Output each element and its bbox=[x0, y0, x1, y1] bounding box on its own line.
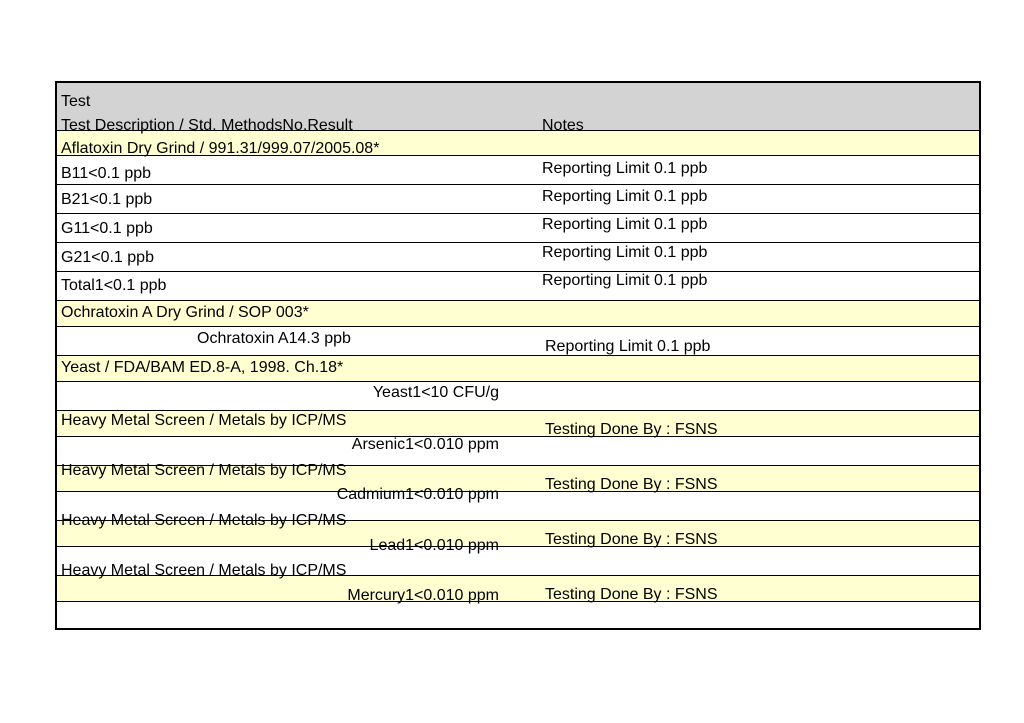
section-title-metals: Heavy Metal Screen / Metals by ICP/MS bbox=[61, 412, 347, 429]
result-label-b2: B21<0.1 ppb bbox=[61, 191, 153, 208]
table-row bbox=[57, 214, 979, 243]
result-label-mercury: Mercury1<0.010 ppm bbox=[347, 587, 499, 604]
result-label-arsenic: Arsenic1<0.010 ppm bbox=[351, 436, 499, 453]
results-table bbox=[55, 81, 981, 630]
result-note-g2: Reporting Limit 0.1 ppb bbox=[542, 244, 708, 261]
table-row bbox=[57, 327, 979, 356]
header-notes-label: Notes bbox=[542, 117, 584, 134]
result-label-g2: G21<0.1 ppb bbox=[61, 249, 154, 266]
section-title-metals: Heavy Metal Screen / Metals by ICP/MS bbox=[61, 562, 347, 579]
section-title-metals: Heavy Metal Screen / Metals by ICP/MS bbox=[61, 512, 347, 529]
header-columns-label: Test Description / Std. MethodsNo.Result bbox=[61, 117, 353, 134]
result-note-lead: Testing Done By : FSNS bbox=[545, 531, 718, 548]
result-label-ochratoxin: Ochratoxin A14.3 ppb bbox=[197, 330, 351, 347]
section-title-metals: Heavy Metal Screen / Metals by ICP/MS bbox=[61, 462, 347, 479]
result-note-g1: Reporting Limit 0.1 ppb bbox=[542, 216, 708, 233]
table-row bbox=[57, 156, 979, 185]
result-label-total: Total1<0.1 ppb bbox=[61, 277, 167, 294]
result-label-lead: Lead1<0.010 ppm bbox=[369, 537, 499, 554]
table-row bbox=[57, 243, 979, 272]
result-label-yeast: Yeast1<10 CFU/g bbox=[372, 384, 499, 401]
result-label-cadmium: Cadmium1<0.010 ppm bbox=[336, 486, 499, 503]
section-title-ochratoxin: Ochratoxin A Dry Grind / SOP 003* bbox=[61, 304, 309, 321]
result-note-cadmium: Testing Done By : FSNS bbox=[545, 476, 718, 493]
section-title-aflatoxin: Aflatoxin Dry Grind / 991.31/999.07/2005.08* bbox=[61, 140, 380, 157]
result-note-arsenic: Testing Done By : FSNS bbox=[545, 421, 718, 438]
table-row bbox=[57, 185, 979, 214]
table-row bbox=[57, 382, 979, 411]
section-title-yeast: Yeast / FDA/BAM ED.8-A, 1998. Ch.18* bbox=[61, 359, 344, 376]
result-label-b1: B11<0.1 ppb bbox=[61, 165, 152, 182]
result-label-g1: G11<0.1 ppb bbox=[61, 220, 153, 237]
result-note-total: Reporting Limit 0.1 ppb bbox=[542, 272, 708, 289]
result-note-mercury: Testing Done By : FSNS bbox=[545, 586, 718, 603]
result-note-b2: Reporting Limit 0.1 ppb bbox=[542, 188, 708, 205]
table-row bbox=[57, 272, 979, 301]
header-test-label: Test bbox=[61, 93, 91, 110]
result-note-b1: Reporting Limit 0.1 ppb bbox=[542, 160, 708, 177]
result-note-ochratoxin: Reporting Limit 0.1 ppb bbox=[545, 338, 711, 355]
